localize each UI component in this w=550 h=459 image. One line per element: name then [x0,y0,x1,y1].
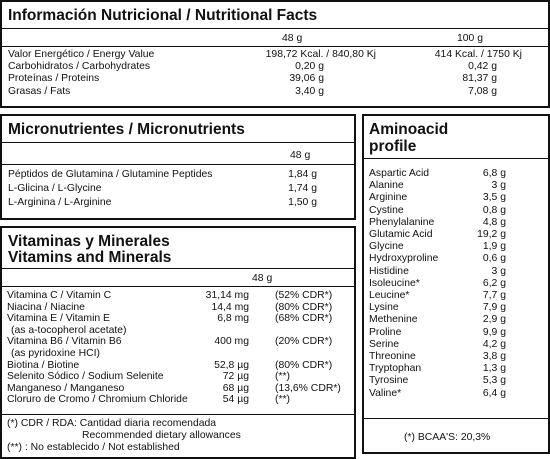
vitamin-cdr: (**) [275,371,291,383]
aminoacid-panel [362,114,550,454]
nutrition-row-value-48g: 3,40 g [295,86,324,97]
aminoacid-label: Lysine [369,302,399,314]
nutrition-row-value-48g: 0,20 g [295,61,324,72]
vitamin-cdr: (20% CDR*) [275,336,333,348]
aminoacid-value: 1,3 g [482,363,506,375]
aminoacid-label: Arginine [369,192,408,204]
aminoacid-label: Glycine [369,241,404,253]
cdr-footnote: (*) CDR / RDA: Cantidad diaria recomendada [7,418,217,429]
aminoacid-label: Phenylalanine [369,216,435,228]
nutrition-row-label: Carbohidratos / Carbohydrates [8,61,151,72]
micronutrient-value: 1,74 g [288,183,317,194]
nutrition-row-label: Valor Energético / Energy Value [8,49,155,60]
divider [2,286,354,287]
aminoacid-title-line1: Aminoacid [369,121,449,138]
vitamin-label: Vitamina E / Vitamin E [7,313,110,325]
aminoacid-value: 7,9 g [482,302,506,314]
bcaa-footnote: (*) BCAA'S: 20,3% [404,432,491,443]
divider [2,414,354,415]
aminoacid-label: Isoleucine* [369,277,420,289]
vitamin-value: 68 µg [222,382,249,394]
vitamin-cdr: (**) [275,394,291,406]
aminoacid-label: Serine [369,338,400,350]
divider [2,142,354,143]
aminoacid-value: 6,4 g [482,387,506,399]
micronutrient-label: L-Glicina / L-Glycine [8,183,102,194]
vitamin-label: Vitamina C / Vitamin C [7,290,112,301]
aminoacid-label: Hydroxyproline [369,253,439,265]
nutrition-col-48g: 48 g [282,33,303,44]
aminoacid-label: Methenine [369,314,418,326]
vitamins-panel [0,226,356,459]
aminoacid-value: 1,9 g [482,241,506,253]
aminoacid-label: Histidine [369,265,409,277]
aminoacid-label: Leucine* [369,290,410,301]
vitamins-col-48g: 48 g [252,273,273,284]
nutrition-title: Información Nutricional / Nutritional Facts [8,7,318,24]
nutrition-row-value-48g: 198,72 Kcal. / 840,80 Kj [265,49,376,60]
vitamins-title-line2: Vitamins and Minerals [8,249,172,266]
aminoacid-label: Alanine [369,180,404,192]
micronutrient-value: 1,84 g [288,169,317,180]
aminoacid-label: Aspartic Acid [369,168,430,179]
nutrition-col-100g: 100 g [457,33,484,44]
nutrition-row-label: Proteínas / Proteins [8,73,100,84]
aminoacid-value: 9,9 g [482,326,506,338]
micronutrient-label: Péptidos de Glutamina / Glutamine Peptides [8,169,213,180]
aminoacid-value: 3,5 g [482,192,506,204]
vitamin-value: 54 µg [222,394,249,406]
divider [364,418,548,419]
vitamins-title-line1: Vitaminas y Minerales [8,233,170,250]
aminoacid-value: 5,3 g [482,375,506,387]
aminoacid-label: Valine* [369,387,402,399]
aminoacid-value: 0,8 g [482,204,506,216]
divider [2,28,548,29]
divider [2,46,548,47]
aminoacid-label: Tryptophan [369,363,422,375]
vitamin-cdr: (52% CDR*) [275,290,333,301]
vitamin-cdr: (13,6% CDR*) [275,382,341,394]
divider [364,158,548,159]
divider [2,268,354,269]
aminoacid-value: 6,8 g [482,168,506,179]
aminoacid-label: Cystine [369,204,404,216]
vitamin-label: Biotina / Biotine [7,359,80,371]
vitamin-cdr: (80% CDR*) [275,359,333,371]
micronutrient-label: L-Arginina / L-Arginine [8,197,112,208]
aminoacid-label: Glutamic Acid [369,229,433,240]
vitamin-value: 14,4 mg [211,301,249,313]
aminoacid-value: 7,7 g [482,290,506,301]
vitamin-value: 6,8 mg [217,313,249,325]
aminoacid-value: 2,9 g [482,314,506,326]
nutrition-row-value-100g: 81,37 g [462,73,497,84]
vitamin-cdr: (80% CDR*) [275,301,333,313]
vitamin-label: Selenito Sódico / Sodium Selenite [7,371,164,383]
nutrition-row-label: Grasas / Fats [8,86,71,97]
nutrition-row-value-100g: 414 Kcal. / 1750 Kj [434,49,522,60]
aminoacid-value: 3 g [491,180,506,192]
divider [2,164,354,165]
aminoacid-value: 19,2 g [477,229,506,240]
vitamin-value: 72 µg [222,371,249,383]
aminoacid-label: Proline [369,326,402,338]
aminoacid-label: Threonine [369,351,416,362]
vitamin-label: (as pyridoxine HCI) [11,348,100,359]
aminoacid-label: Tyrosine [369,375,409,387]
vitamin-value: 400 mg [214,336,249,348]
aminoacid-value: 0,6 g [482,253,506,265]
aminoacid-title-line2: profile [369,138,417,155]
aminoacid-value: 4,8 g [482,216,506,228]
micronutrients-title: Micronutrientes / Micronutrients [8,121,245,138]
vitamin-value: 31,14 mg [205,290,249,301]
aminoacid-value: 6,2 g [482,277,506,289]
nutrition-row-value-48g: 39,06 g [289,73,324,84]
aminoacid-value: 3,8 g [482,351,506,362]
nutrition-row-value-100g: 7,08 g [468,86,497,97]
micronutrients-col-48g: 48 g [290,150,311,161]
vitamin-label: Niacina / Niacine [7,301,85,313]
rda-footnote: Recommended dietary allowances [82,430,241,441]
vitamin-value: 52,8 µg [214,359,249,371]
micronutrient-value: 1,50 g [288,197,317,208]
vitamin-label: Cloruro de Cromo / Chromium Chloride [7,394,188,406]
vitamin-cdr: (68% CDR*) [275,313,333,325]
vitamin-label: (as a-tocopherol acetate) [11,324,127,336]
vitamin-label: Vitamina B6 / Vitamin B6 [7,336,122,348]
not-established-footnote: (**) : No establecido / Not established [7,442,180,453]
aminoacid-value: 4,2 g [482,338,506,350]
micronutrients-panel [0,114,356,220]
aminoacid-value: 3 g [491,265,506,277]
nutrition-row-value-100g: 0,42 g [468,61,497,72]
nutrition-facts-panel [0,0,550,108]
vitamin-label: Manganeso / Manganeso [7,382,125,394]
